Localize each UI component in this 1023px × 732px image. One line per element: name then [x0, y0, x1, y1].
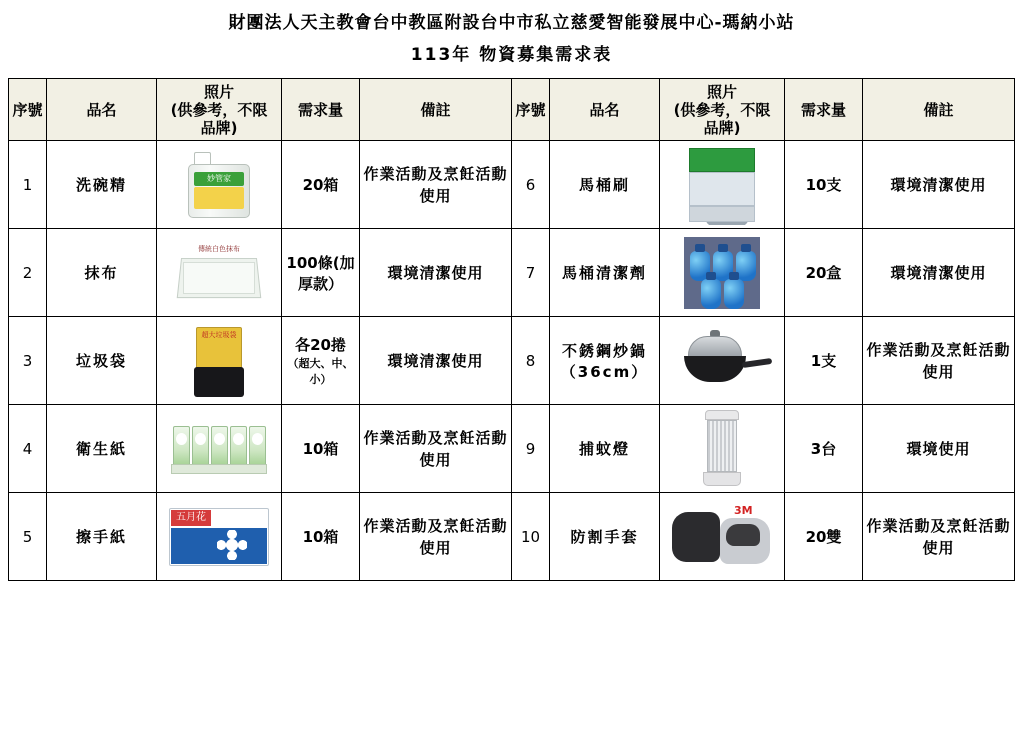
row-seq: 5: [9, 493, 47, 581]
row-note: 作業活動及烹飪活動使用: [360, 493, 512, 581]
header-photo-line3: 品牌): [200, 118, 238, 137]
cut-resistant-gloves-photo: [663, 497, 781, 577]
header-name-left: 品名: [47, 79, 157, 141]
row-qty: [282, 317, 360, 405]
header-photo-left: [157, 79, 282, 141]
row-item-name: 不銹鋼炒鍋（36cm）: [550, 317, 660, 405]
row-item-name: 馬桶刷: [550, 141, 660, 229]
table-header-row: [9, 79, 1015, 141]
row-item-name: 抹布: [47, 229, 157, 317]
row-photo: [157, 141, 282, 229]
mosquito-lamp-photo: [663, 409, 781, 489]
row-item-name: 捕蚊燈: [550, 405, 660, 493]
stainless-wok-photo: [663, 321, 781, 401]
table-row: [9, 493, 1015, 581]
row-seq: 8: [512, 317, 550, 405]
row-photo: [157, 317, 282, 405]
row-qty: 20箱: [282, 141, 360, 229]
row-note: 環境使用: [863, 405, 1015, 493]
row-photo: [660, 141, 785, 229]
row-note: 作業活動及烹飪活動使用: [863, 493, 1015, 581]
row-item-name: 馬桶清潔劑: [550, 229, 660, 317]
row-seq: 10: [512, 493, 550, 581]
toilet-brush-photo: [663, 145, 781, 225]
row-photo: [157, 229, 282, 317]
page-title: 財團法人天主教會台中教區附設台中市私立慈愛智能發展中心-瑪納小站: [228, 13, 795, 33]
row-note: 環境清潔使用: [863, 229, 1015, 317]
row-qty: 20雙: [785, 493, 863, 581]
header-note-right: 備註: [863, 79, 1015, 141]
row-item-name: 擦手紙: [47, 493, 157, 581]
row-photo: [157, 405, 282, 493]
title-block: [0, 0, 1023, 70]
row-qty: 10箱: [282, 493, 360, 581]
header-photo-right: [660, 79, 785, 141]
toilet-cleaner-photo: [663, 233, 781, 313]
row-photo: [660, 405, 785, 493]
row-seq: 3: [9, 317, 47, 405]
row-qty: 10箱: [282, 405, 360, 493]
hand-paper-towel-photo: [160, 497, 278, 577]
row-qty-main: 各20捲: [295, 336, 346, 354]
header-qty-left: 需求量: [282, 79, 360, 141]
row-seq: 4: [9, 405, 47, 493]
row-item-name: 垃圾袋: [47, 317, 157, 405]
header-photo-line2: (供參考，不限: [170, 100, 268, 119]
header-name-right: 品名: [550, 79, 660, 141]
row-qty: 100條(加厚款）: [282, 229, 360, 317]
row-qty: 20盒: [785, 229, 863, 317]
table-row: [9, 229, 1015, 317]
row-qty: 10支: [785, 141, 863, 229]
row-seq: 6: [512, 141, 550, 229]
row-note: 環境清潔使用: [360, 317, 512, 405]
row-seq: 7: [512, 229, 550, 317]
row-item-name: 衛生紙: [47, 405, 157, 493]
row-photo: [157, 493, 282, 581]
row-seq: 1: [9, 141, 47, 229]
row-note: 作業活動及烹飪活動使用: [360, 141, 512, 229]
row-seq: 2: [9, 229, 47, 317]
soap-brand-label: 妙管家: [207, 173, 231, 183]
header-qty-right: 需求量: [785, 79, 863, 141]
dish-soap-photo: [160, 145, 278, 225]
header-photo-line2: (供參考，不限: [673, 100, 771, 119]
row-note: 作業活動及烹飪活動使用: [360, 405, 512, 493]
header-photo-line1: 照片: [706, 82, 737, 101]
header-seq-right: 序號: [512, 79, 550, 141]
header-seq-left: 序號: [9, 79, 47, 141]
glove-brand-label: 3M: [734, 503, 753, 517]
trash-bag-photo: [160, 321, 278, 401]
table-row: [9, 405, 1015, 493]
table-row: [9, 141, 1015, 229]
table-row: [9, 317, 1015, 405]
page-subtitle: 113年 物資募集需求表: [410, 45, 613, 65]
header-photo-line3: 品牌): [703, 118, 741, 137]
row-qty: 1支: [785, 317, 863, 405]
cloth-brand-label: 傳統白色抹布: [198, 244, 240, 253]
header-note-left: 備註: [360, 79, 512, 141]
row-note: 環境清潔使用: [863, 141, 1015, 229]
bag-brand-label: 超大垃圾袋: [201, 330, 237, 339]
cleaning-cloth-photo: [160, 233, 278, 313]
row-qty-sub: （超大、中、小）: [287, 357, 354, 386]
row-item-name: 防割手套: [550, 493, 660, 581]
header-photo-line1: 照片: [203, 82, 234, 101]
row-item-name: 洗碗精: [47, 141, 157, 229]
toilet-tissue-photo: [160, 409, 278, 489]
paper-brand-label: 五月花: [171, 510, 211, 526]
row-photo: [660, 229, 785, 317]
row-seq: 9: [512, 405, 550, 493]
row-note: 環境清潔使用: [360, 229, 512, 317]
row-photo: [660, 317, 785, 405]
requirements-table: [8, 78, 1015, 581]
row-note: 作業活動及烹飪活動使用: [863, 317, 1015, 405]
row-qty: 3台: [785, 405, 863, 493]
row-photo: [660, 493, 785, 581]
